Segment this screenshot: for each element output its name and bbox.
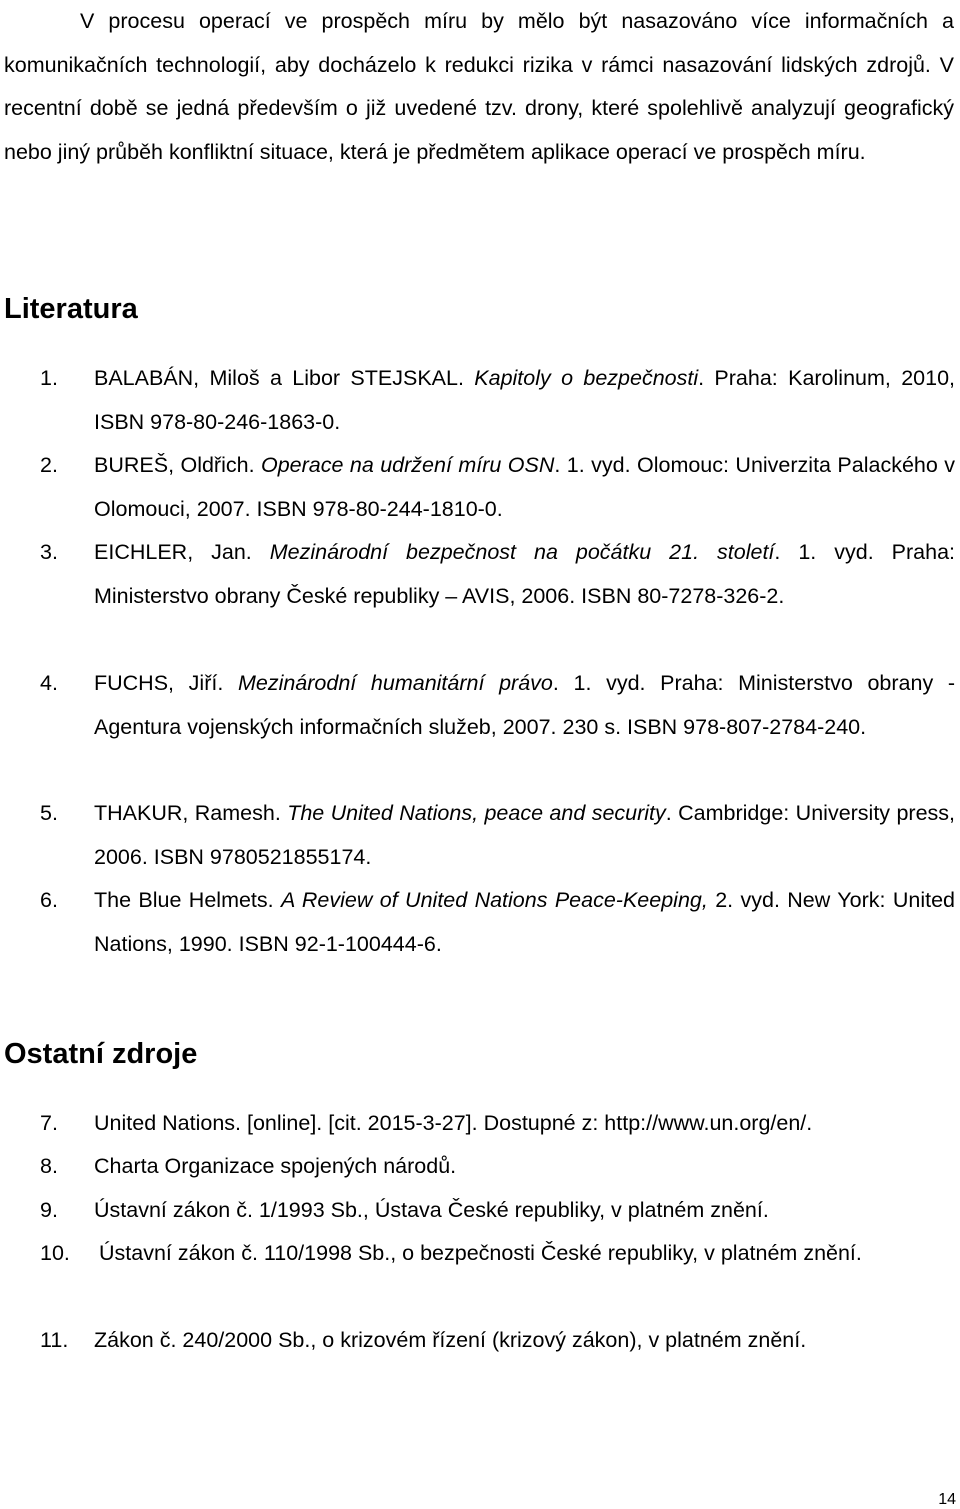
source-item: 8. Charta Organizace spojených národů.: [40, 1145, 955, 1189]
item-number: 10.: [40, 1241, 70, 1265]
bibliography-item: 6. The Blue Helmets. A Review of United Nations Peace-Keeping, 2. vyd. New York: United Nations, 1990. ISBN 92-1-100444-6.: [40, 879, 955, 966]
item-number: 1.: [40, 366, 58, 390]
bibliography-item: 2. BUREŠ, Oldřich. Operace na udržení míru OSN. 1. vyd. Olomouc: Univerzita Palackého v Olomouci, 2007. ISBN 978-80-244-1810-0.: [40, 444, 955, 531]
intro-paragraph: V procesu operací ve prospěch míru by mělo být nasazováno více informačních a komunikačních technologií, aby docházelo k redukci rizika v rámci nasazování lidských zdrojů. V recentní době se jedná především o již uvedené tzv. drony, které spolehlivě analyzují geografický nebo jiný průběh konfliktní situace, která je předmětem aplikace operací ve prospěch míru.: [4, 9, 954, 164]
section-heading-ostatni-zdroje: Ostatní zdroje: [4, 1038, 198, 1070]
item-number: 6.: [40, 888, 58, 912]
item-number: 2.: [40, 453, 58, 477]
page-number: 14: [938, 1491, 956, 1508]
item-number: 9.: [40, 1198, 58, 1222]
item-number: 5.: [40, 801, 58, 825]
bibliography-item: 1. BALABÁN, Miloš a Libor STEJSKAL. Kapitoly o bezpečnosti. Praha: Karolinum, 2010, ISBN 978-80-246-1863-0.: [40, 357, 955, 444]
source-item: 7. United Nations. [online]. [cit. 2015-3-27]. Dostupné z: http://www.un.org/en/.: [40, 1102, 955, 1146]
item-number: 7.: [40, 1111, 58, 1135]
bibliography-item: 3. EICHLER, Jan. Mezinárodní bezpečnost na počátku 21. století. 1. vyd. Praha: Ministerstvo obrany České republiky – AVIS, 2006. ISBN 80-7278-326-2.: [40, 531, 955, 618]
item-number: 4.: [40, 671, 58, 695]
source-item: 9. Ústavní zákon č. 1/1993 Sb., Ústava České republiky, v platném znění.: [40, 1189, 955, 1233]
bibliography-item: 4. FUCHS, Jiří. Mezinárodní humanitární právo. 1. vyd. Praha: Ministerstvo obrany - Agentura vojenských informačních služeb, 2007. 230 s. ISBN 978-807-2784-240.: [40, 662, 955, 749]
item-number: 8.: [40, 1154, 58, 1178]
section-heading-literatura: Literatura: [4, 293, 138, 325]
source-item: 11. Zákon č. 240/2000 Sb., o krizovém řízení (krizový zákon), v platném znění.: [40, 1319, 955, 1363]
item-number: 11.: [40, 1328, 69, 1352]
bibliography-item: 5. THAKUR, Ramesh. The United Nations, peace and security. Cambridge: University press, 2006. ISBN 9780521855174.: [40, 792, 955, 879]
source-item: 10. Ústavní zákon č. 110/1998 Sb., o bezpečnosti České republiky, v platném znění.: [40, 1232, 955, 1276]
item-number: 3.: [40, 540, 58, 564]
